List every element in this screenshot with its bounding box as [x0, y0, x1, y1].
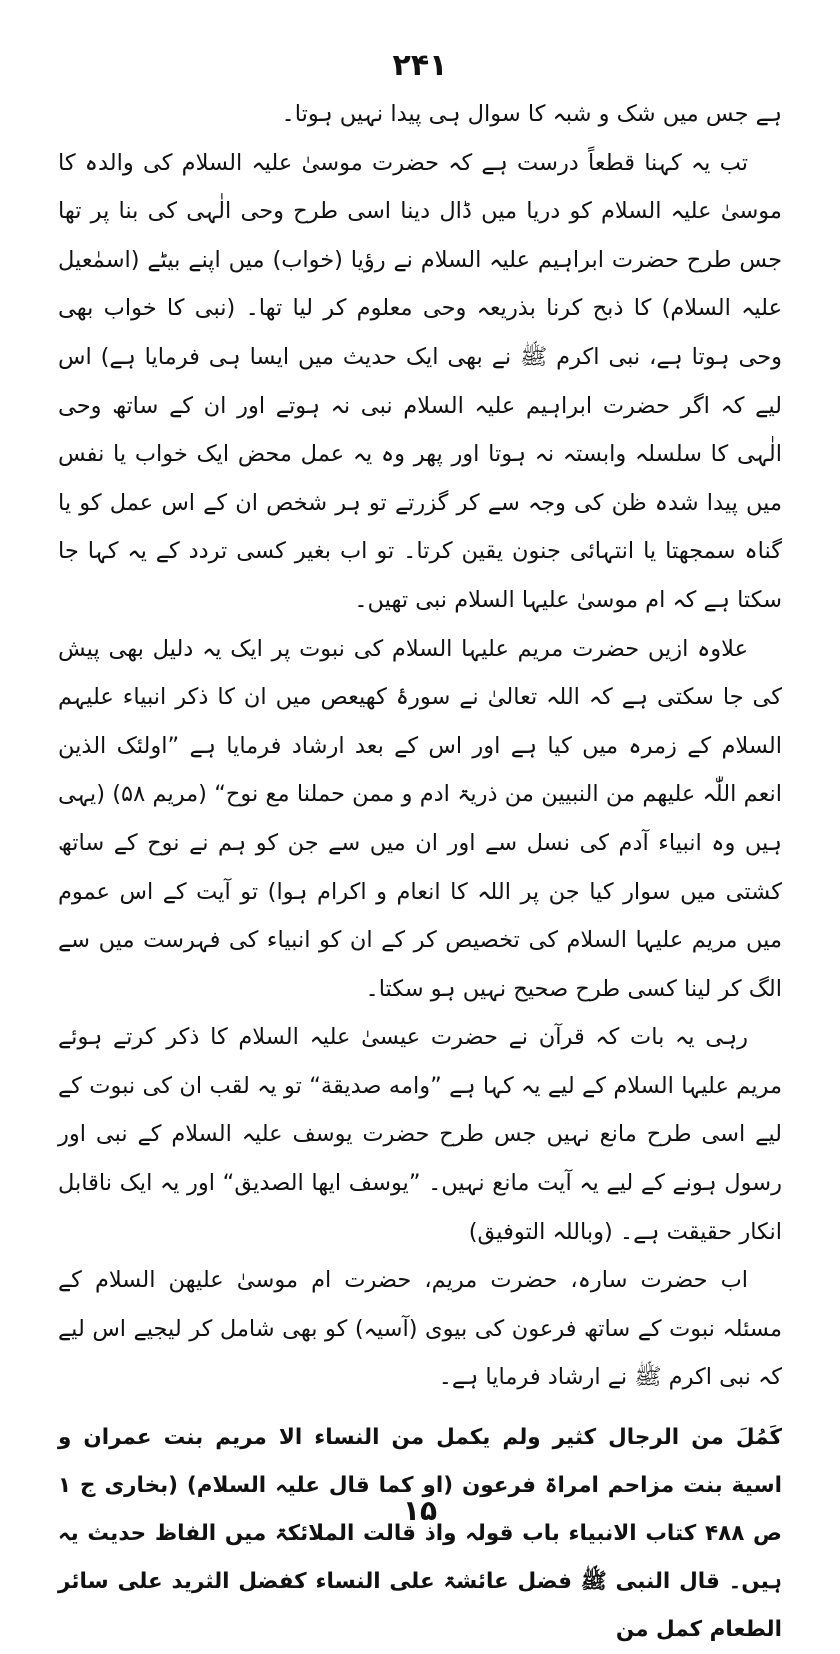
hadith-quote	[58, 1414, 782, 1654]
paragraph-musa-mother: تب یہ کہنا قطعاً درست ہے کہ حضرت موسیٰ علیہ السلام کی والدہ کا موسیٰ علیہ السلام کو دریا میں ڈال دینا اسی طرح وحی الٰہی کی بنا پر تھا جس طرح حضرت ابراہیم علیہ السلام نے رؤیا (خواب) میں اپنے بیٹے (اسمٰعیل علیہ السلام) کا ذبح کرنا بذریعہ وحی معلوم کر لیا تھا۔ (نبی کا خواب بھی وحی ہوتا ہے، نبی اکرم ﷺ نے بھی ایک حدیث میں ایسا ہی فرمایا ہے) اس لیے کہ اگر حضرت ابراہیم علیہ السلام نبی نہ ہوتے اور ان کے ساتھ وحی الٰہی کا سلسلہ وابستہ نہ ہوتا اور پھر وہ یہ عمل محض ایک خواب یا نفس میں پیدا شدہ ظن کی وجہ سے کر گزرتے تو ہر شخص ان کے اس عمل کو یا گناہ سمجھتا یا انتہائی جنون یقین کرتا۔ تو اب بغیر کسی تردد کے یہ کہا جا سکتا ہے کہ ام موسیٰ علیہا السلام نبی تھیں۔	[58, 149, 782, 613]
paragraph-siddiqa-title: رہی یہ بات کہ قرآن نے حضرت عیسیٰ علیہ السلام کا ذکر کرتے ہوئے مریم علیہا السلام کے لیے یہ کہا ہے ”وامه صدیقة“ تو یہ لقب ان کی نبوت کے لیے اسی طرح مانع نہیں جس طرح حضرت یوسف علیہ السلام کے نبی اور رسول ہونے کے لیے یہ آیت مانع نہیں۔ ”یوسف ایھا الصدیق“ اور یہ ایک ناقابل انکار حقیقت ہے۔ (وباللہ التوفیق)	[58, 1024, 782, 1245]
top-page-number: ۲۴۱	[392, 48, 448, 83]
paragraph-opening: ہے جس میں شک و شبہ کا سوال ہی پیدا نہیں ہوتا۔	[281, 101, 782, 127]
hadith-text: کَمُلَ من الرجال کثیر ولم یکمل من النساء الا مریم بنت عمران و اسیة بنت مزاحم امراۃ فرعون (او کما قال علیہ السلام) (بخاری ج ۱ ص ۴۸۸ کتاب الانبیاء باب قولہ واذ قالت الملائکۃ میں الفاظ حدیث یہ ہیں۔ قال النبی ﷺ فضل عائشۃ علی النساء کفضل الثرید علی سائر الطعام کمل من	[58, 1425, 782, 1643]
paragraph-maryam-prophethood: علاوہ ازیں حضرت مریم علیہا السلام کی نبوت پر ایک یہ دلیل بھی پیش کی جا سکتی ہے کہ اللہ تعالیٰ نے سورۂ کھیعص میں ان کا ذکر انبیاء علیہم السلام کے زمرہ میں کیا ہے اور اس کے بعد ارشاد فرمایا ہے ”اولئک الذین انعم اللّٰہ علیھم من النبیین من ذریۃ ادم و ممن حملنا مع نوح“ (مریم ۵۸) (یہی ہیں وہ انبیاء آدم کی نسل سے اور ان میں سے جن کو ہم نے نوح کے ساتھ کشتی میں سوار کیا جن پر اللہ کا انعام و اکرام ہوا) تو آیت کے اس عموم میں مریم علیہا السلام کی تخصیص کر کے ان کو انبیاء کی فہرست میں سے الگ کر لینا کسی طرح صحیح نہیں ہو سکتا۔	[58, 635, 782, 1002]
bottom-page-number: ۱۵	[402, 1494, 438, 1527]
body-text	[58, 90, 782, 1402]
paragraph-asiya: اب حضرت سارہ، حضرت مریم، حضرت ام موسیٰ علیھن السلام کے مسئلہ نبوت کے ساتھ فرعون کی بیوی (آسیہ) کو بھی شامل کر لیجیے اس لیے کہ نبی اکرم ﷺ نے ارشاد فرمایا ہے۔	[58, 1267, 782, 1391]
